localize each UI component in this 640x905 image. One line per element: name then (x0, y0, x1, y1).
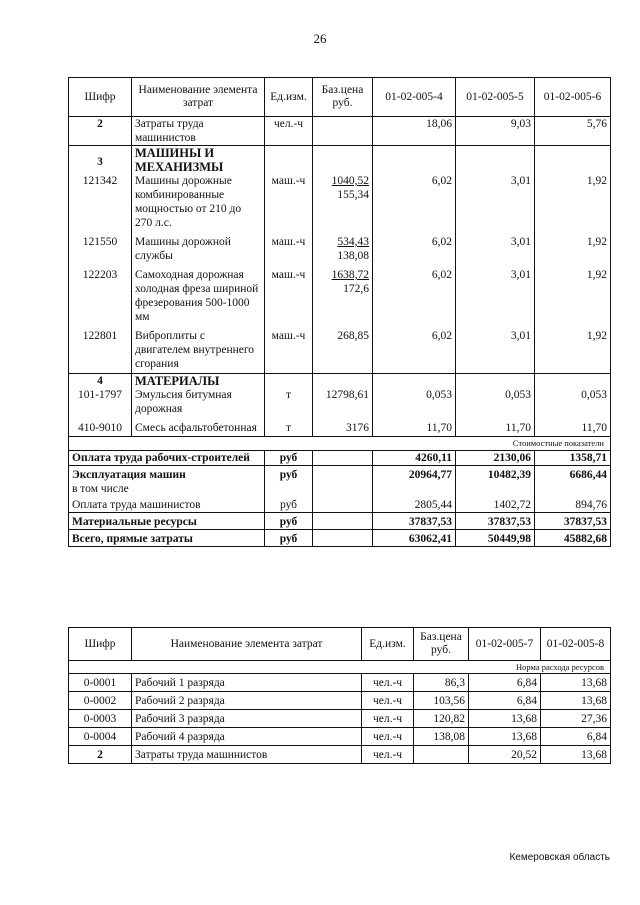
header-base-price: Баз.цена руб. (313, 78, 373, 117)
row-name: Рабочий 1 разряда (132, 674, 362, 692)
row-value-5: 3,01 (456, 230, 535, 263)
totals-row (69, 513, 611, 530)
row-value-6: 5,76 (535, 117, 611, 146)
row-code: 2 (69, 746, 132, 764)
section-name: МАШИНЫ И МЕХАНИЗМЫ (132, 146, 265, 175)
row-name: Затраты труда машинистов (132, 117, 265, 146)
price-top: 1040,52 (331, 175, 369, 187)
row-unit: чел.-ч (362, 728, 414, 746)
row-value-5: 11,70 (456, 416, 535, 437)
row-unit: маш.-ч (265, 324, 313, 374)
row-value-4: 18,06 (373, 117, 456, 146)
resource-norm-caption: Норма расхода ресурсов (69, 661, 611, 674)
price-bottom: 172,6 (343, 283, 369, 295)
header-code: Шифр (69, 628, 132, 661)
table-row (69, 230, 611, 263)
row-price: 120,82 (414, 710, 469, 728)
row-value-6: 1,92 (535, 174, 611, 230)
row-value-5: 3,01 (456, 324, 535, 374)
total-value-4: 37837,53 (373, 513, 456, 530)
row-unit: т (265, 416, 313, 437)
total-value-6: 6686,44 (535, 466, 611, 497)
price-bottom: 155,34 (337, 189, 369, 201)
table-row (69, 117, 611, 146)
row-value-7: 6,84 (469, 674, 541, 692)
row-code: 121342 (69, 174, 132, 230)
total-unit: руб (265, 451, 313, 466)
cost-table-2 (68, 627, 611, 764)
row-code: 2 (69, 117, 132, 146)
header-unit: Ед.изм. (362, 628, 414, 661)
section-row (69, 374, 611, 389)
total-unit: руб (265, 513, 313, 530)
row-value-4: 6,02 (373, 230, 456, 263)
total-value-6: 894,76 (535, 496, 611, 513)
table-row (69, 746, 611, 764)
row-code: 122203 (69, 263, 132, 324)
header-col-5: 01-02-005-5 (456, 78, 535, 117)
table-row (69, 174, 611, 230)
total-label: Оплата труда рабочих-строителей (69, 451, 265, 466)
header-base-price: Баз.цена руб. (414, 628, 469, 661)
row-code: 0-0004 (69, 728, 132, 746)
header-col-4: 01-02-005-4 (373, 78, 456, 117)
row-value-6: 1,92 (535, 230, 611, 263)
row-unit: чел.-ч (362, 746, 414, 764)
caption-row (69, 437, 611, 451)
row-code: 410-9010 (69, 416, 132, 437)
row-value-8: 13,68 (541, 692, 611, 710)
row-price: 3176 (313, 416, 373, 437)
row-value-8: 13,68 (541, 746, 611, 764)
total-value-4: 20964,77 (373, 466, 456, 497)
total-value-5: 37837,53 (456, 513, 535, 530)
section-row (69, 146, 611, 175)
row-unit: маш.-ч (265, 174, 313, 230)
row-value-8: 13,68 (541, 674, 611, 692)
header-unit: Ед.изм. (265, 78, 313, 117)
total-label: Эксплуатация машин (72, 469, 186, 481)
row-value-8: 6,84 (541, 728, 611, 746)
row-value-6: 11,70 (535, 416, 611, 437)
page-number: 26 (313, 31, 327, 46)
footer-region: Кемеровская область (509, 852, 610, 863)
row-value-4: 6,02 (373, 324, 456, 374)
total-unit: руб (265, 466, 313, 497)
row-value-4: 0,053 (373, 388, 456, 416)
row-code: 122801 (69, 324, 132, 374)
row-name: Виброплиты с двигателем внутреннего сгорания (132, 324, 265, 374)
total-value-4: 63062,41 (373, 530, 456, 547)
total-label: Всего, прямые затраты (69, 530, 265, 547)
totals-row (69, 496, 611, 513)
row-unit: т (265, 388, 313, 416)
section-code: 3 (69, 146, 132, 175)
table-header-row (69, 78, 611, 117)
row-code: 121550 (69, 230, 132, 263)
row-name: Рабочий 4 разряда (132, 728, 362, 746)
total-value-4: 2805,44 (373, 496, 456, 513)
header-code: Шифр (69, 78, 132, 117)
section-code: 4 (69, 374, 132, 389)
header-col-7: 01-02-005-7 (469, 628, 541, 661)
row-value-4: 6,02 (373, 263, 456, 324)
row-name: Рабочий 3 разряда (132, 710, 362, 728)
row-price: 103,56 (414, 692, 469, 710)
table-row (69, 416, 611, 437)
row-name: Машины дорожной службы (132, 230, 265, 263)
price-top: 534,43 (337, 236, 369, 248)
row-value-4: 11,70 (373, 416, 456, 437)
table-row (69, 728, 611, 746)
row-value-5: 0,053 (456, 388, 535, 416)
row-value-5: 3,01 (456, 263, 535, 324)
cost-table-1 (68, 77, 611, 547)
row-value-7: 6,84 (469, 692, 541, 710)
row-unit: маш.-ч (265, 230, 313, 263)
table-row (69, 692, 611, 710)
table-row (69, 263, 611, 324)
header-col-8: 01-02-005-8 (541, 628, 611, 661)
totals-row (69, 530, 611, 547)
section-name: МАТЕРИАЛЫ (132, 374, 265, 389)
header-col-6: 01-02-005-6 (535, 78, 611, 117)
row-unit: чел.-ч (265, 117, 313, 146)
total-value-6: 45882,68 (535, 530, 611, 547)
table-row (69, 324, 611, 374)
row-value-8: 27,36 (541, 710, 611, 728)
table-row (69, 388, 611, 416)
total-unit: руб (265, 530, 313, 547)
row-price: 86,3 (414, 674, 469, 692)
row-value-6: 1,92 (535, 263, 611, 324)
row-code: 0-0003 (69, 710, 132, 728)
total-value-4: 4260,11 (373, 451, 456, 466)
table-header-row (69, 628, 611, 661)
price-bottom: 138,08 (337, 250, 369, 262)
row-code: 0-0001 (69, 674, 132, 692)
header-name: Наименование элемента затрат (132, 78, 265, 117)
table-row (69, 710, 611, 728)
row-value-5: 3,01 (456, 174, 535, 230)
row-name: Смесь асфальтобетонная (132, 416, 265, 437)
row-price: 12798,61 (313, 388, 373, 416)
row-price: 268,85 (313, 324, 373, 374)
total-value-5: 50449,98 (456, 530, 535, 547)
row-name: Машины дорожные комбинированные мощностью от 210 до 270 л.с. (132, 174, 265, 230)
total-label: Оплата труда машинистов (69, 496, 265, 513)
row-price (414, 746, 469, 764)
total-value-6: 1358,71 (535, 451, 611, 466)
row-name: Эмульсия битумная дорожная (132, 388, 265, 416)
total-value-6: 37837,53 (535, 513, 611, 530)
row-value-7: 20,52 (469, 746, 541, 764)
total-label: Материальные ресурсы (69, 513, 265, 530)
caption-row (69, 661, 611, 674)
row-value-6: 1,92 (535, 324, 611, 374)
row-value-7: 13,68 (469, 710, 541, 728)
row-value-6: 0,053 (535, 388, 611, 416)
row-code: 101-1797 (69, 388, 132, 416)
row-name: Рабочий 2 разряда (132, 692, 362, 710)
row-code: 0-0002 (69, 692, 132, 710)
total-value-5: 10482,39 (456, 466, 535, 497)
cost-indicators-caption: Стоимостные показатели (69, 437, 611, 451)
row-unit: чел.-ч (362, 692, 414, 710)
row-name: Самоходная дорожная холодная фреза шириной фрезерования 500-1000 мм (132, 263, 265, 324)
row-price: 138,08 (414, 728, 469, 746)
row-unit: чел.-ч (362, 710, 414, 728)
row-value-5: 9,03 (456, 117, 535, 146)
row-unit: маш.-ч (265, 263, 313, 324)
total-value-5: 1402,72 (456, 496, 535, 513)
table-row (69, 674, 611, 692)
totals-row (69, 466, 611, 497)
total-sublabel: в том числе (72, 483, 129, 495)
total-unit: руб (265, 496, 313, 513)
totals-row (69, 451, 611, 466)
row-value-4: 6,02 (373, 174, 456, 230)
row-value-7: 13,68 (469, 728, 541, 746)
total-value-5: 2130,06 (456, 451, 535, 466)
header-name: Наименование элемента затрат (132, 628, 362, 661)
price-top: 1638,72 (331, 269, 369, 281)
row-name: Затраты труда машинистов (132, 746, 362, 764)
row-unit: чел.-ч (362, 674, 414, 692)
